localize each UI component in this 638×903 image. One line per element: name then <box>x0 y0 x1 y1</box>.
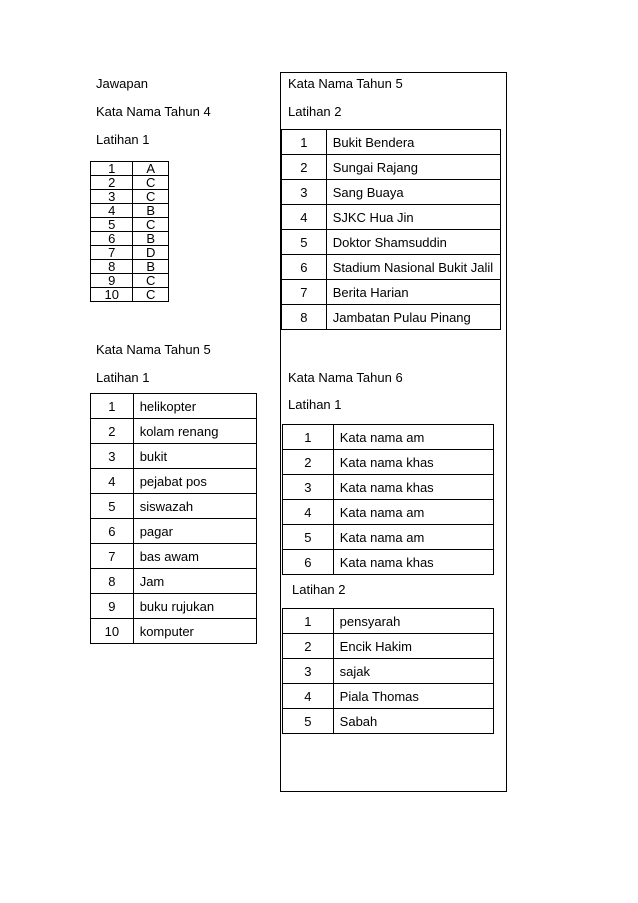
table-row <box>283 634 494 659</box>
table-row <box>91 232 169 246</box>
row-answer: Sang Buaya <box>326 180 500 205</box>
row-answer: C <box>133 176 169 190</box>
answer-table-tahun6-latihan2 <box>282 608 494 734</box>
section-subtitle-tahun5-latihan2: Latihan 2 <box>288 104 342 119</box>
table-row <box>282 230 501 255</box>
row-number: 4 <box>91 469 134 494</box>
row-answer: helikopter <box>133 394 256 419</box>
row-number: 3 <box>283 659 334 684</box>
section-title-tahun5-left: Kata Nama Tahun 5 <box>96 342 211 357</box>
row-answer: Stadium Nasional Bukit Jalil <box>326 255 500 280</box>
row-number: 2 <box>91 419 134 444</box>
row-number: 7 <box>91 246 133 260</box>
table-row <box>91 444 257 469</box>
row-answer: SJKC Hua Jin <box>326 205 500 230</box>
row-number: 6 <box>283 550 334 575</box>
table-row <box>282 255 501 280</box>
row-answer: pensyarah <box>333 609 493 634</box>
row-answer: komputer <box>133 619 256 644</box>
row-answer: Kata nama khas <box>333 475 493 500</box>
table-row <box>283 659 494 684</box>
table-row <box>282 130 501 155</box>
section-title-tahun6: Kata Nama Tahun 6 <box>288 370 403 385</box>
table-row <box>91 544 257 569</box>
table-row <box>91 569 257 594</box>
row-number: 1 <box>282 130 327 155</box>
row-answer: B <box>133 260 169 274</box>
row-answer: B <box>133 232 169 246</box>
row-answer: siswazah <box>133 494 256 519</box>
row-number: 5 <box>283 525 334 550</box>
row-number: 9 <box>91 594 134 619</box>
row-answer: Doktor Shamsuddin <box>326 230 500 255</box>
table-row <box>91 288 169 302</box>
table-row <box>91 519 257 544</box>
row-answer: Encik Hakim <box>333 634 493 659</box>
table-row <box>91 494 257 519</box>
row-number: 4 <box>282 205 327 230</box>
row-answer: Kata nama khas <box>333 450 493 475</box>
answers-heading: Jawapan <box>96 76 149 91</box>
row-number: 8 <box>91 260 133 274</box>
table-row <box>91 594 257 619</box>
row-answer: C <box>133 288 169 302</box>
row-number: 1 <box>91 394 134 419</box>
row-answer: kolam renang <box>133 419 256 444</box>
table-row <box>283 500 494 525</box>
row-answer: pejabat pos <box>133 469 256 494</box>
table-row <box>91 619 257 644</box>
row-answer: Sabah <box>333 709 493 734</box>
row-answer: Jambatan Pulau Pinang <box>326 305 500 330</box>
row-number: 8 <box>282 305 327 330</box>
row-number: 2 <box>282 155 327 180</box>
row-number: 5 <box>282 230 327 255</box>
row-answer: pagar <box>133 519 256 544</box>
row-number: 4 <box>283 684 334 709</box>
table-row <box>91 176 169 190</box>
row-number: 1 <box>91 162 133 176</box>
row-answer: Kata nama am <box>333 500 493 525</box>
table-row <box>282 180 501 205</box>
row-number: 6 <box>282 255 327 280</box>
row-number: 5 <box>91 218 133 232</box>
table-row <box>91 394 257 419</box>
section-subtitle-tahun6-latihan2: Latihan 2 <box>292 582 346 597</box>
row-answer: buku rujukan <box>133 594 256 619</box>
row-number: 3 <box>283 475 334 500</box>
table-row <box>91 419 257 444</box>
table-row <box>283 425 494 450</box>
table-row <box>282 205 501 230</box>
row-number: 5 <box>283 709 334 734</box>
row-number: 5 <box>91 494 134 519</box>
table-row <box>91 190 169 204</box>
table-row <box>91 246 169 260</box>
row-number: 7 <box>282 280 327 305</box>
row-number: 4 <box>91 204 133 218</box>
row-answer: D <box>133 246 169 260</box>
row-number: 4 <box>283 500 334 525</box>
row-answer: B <box>133 204 169 218</box>
answer-table-tahun6-latihan1 <box>282 424 494 575</box>
row-number: 2 <box>283 450 334 475</box>
row-answer: Sungai Rajang <box>326 155 500 180</box>
table-row <box>283 550 494 575</box>
table-row <box>91 162 169 176</box>
table-row <box>283 684 494 709</box>
row-number: 9 <box>91 274 133 288</box>
row-number: 1 <box>283 425 334 450</box>
row-answer: Berita Harian <box>326 280 500 305</box>
section-title-tahun4: Kata Nama Tahun 4 <box>96 104 211 119</box>
row-number: 6 <box>91 519 134 544</box>
section-subtitle-tahun4-latihan1: Latihan 1 <box>96 132 150 147</box>
table-row <box>91 469 257 494</box>
row-answer: Kata nama khas <box>333 550 493 575</box>
table-row <box>282 280 501 305</box>
table-row <box>283 475 494 500</box>
row-number: 6 <box>91 232 133 246</box>
table-row <box>283 450 494 475</box>
table-row <box>283 525 494 550</box>
answer-table-tahun5-latihan1 <box>90 393 257 644</box>
table-row <box>283 609 494 634</box>
section-subtitle-tahun5-latihan1: Latihan 1 <box>96 370 150 385</box>
row-number: 1 <box>283 609 334 634</box>
row-answer: sajak <box>333 659 493 684</box>
row-answer: Kata nama am <box>333 425 493 450</box>
table-row <box>283 709 494 734</box>
row-answer: bas awam <box>133 544 256 569</box>
row-answer: Bukit Bendera <box>326 130 500 155</box>
row-answer: Jam <box>133 569 256 594</box>
row-answer: Piala Thomas <box>333 684 493 709</box>
table-row <box>282 155 501 180</box>
row-answer: C <box>133 274 169 288</box>
table-row <box>91 204 169 218</box>
row-number: 10 <box>91 619 134 644</box>
row-answer: C <box>133 218 169 232</box>
section-title-tahun5-right: Kata Nama Tahun 5 <box>288 76 403 91</box>
row-number: 2 <box>283 634 334 659</box>
table-row <box>91 260 169 274</box>
row-number: 3 <box>91 190 133 204</box>
row-answer: Kata nama am <box>333 525 493 550</box>
row-number: 10 <box>91 288 133 302</box>
section-subtitle-tahun6-latihan1: Latihan 1 <box>288 397 342 412</box>
row-number: 8 <box>91 569 134 594</box>
table-row <box>91 218 169 232</box>
row-number: 7 <box>91 544 134 569</box>
row-number: 2 <box>91 176 133 190</box>
row-answer: bukit <box>133 444 256 469</box>
row-number: 3 <box>91 444 134 469</box>
answer-table-tahun4-latihan1 <box>90 161 169 302</box>
row-number: 3 <box>282 180 327 205</box>
row-answer: A <box>133 162 169 176</box>
row-answer: C <box>133 190 169 204</box>
table-row <box>282 305 501 330</box>
answer-table-tahun5-latihan2 <box>281 129 501 330</box>
table-row <box>91 274 169 288</box>
